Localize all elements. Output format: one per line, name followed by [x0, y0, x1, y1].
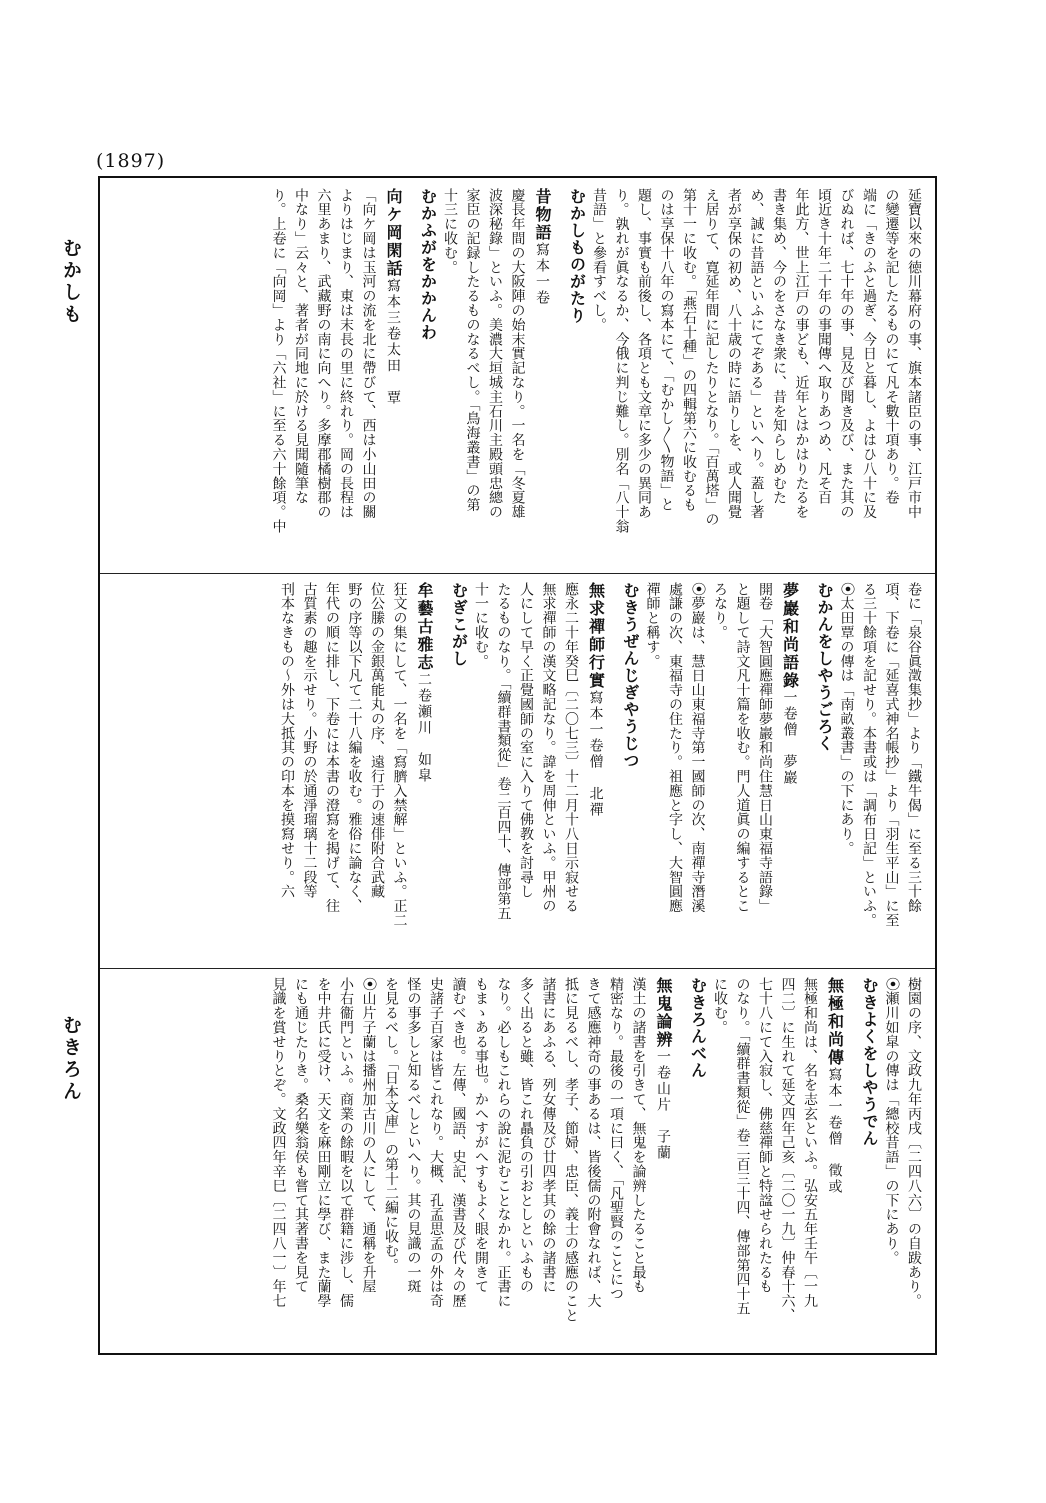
text-column: 七十八にて入寂し、佛慈禪師と特諡せられたるも — [757, 977, 773, 1294]
article-reading-heading: むかんをしやうごろく — [815, 582, 834, 752]
text-column: よりはじまり、東は末長の里に終れり。岡の長程は — [338, 188, 354, 520]
text-column: 十三に收む。 — [442, 188, 458, 275]
text-column: 多く出ると雖、皆これ贔負の引おとしといふもの — [518, 977, 534, 1294]
text-column: を見るべし。「日本文庫」の第十二編に收む。 — [383, 977, 399, 1273]
entry-title: 向ケ岡閑話 — [384, 188, 403, 278]
entry-spec: 寫本 — [826, 1067, 843, 1099]
entry-spec: 僧 徵或 — [826, 1131, 843, 1195]
text-column: 十一に收む。 — [473, 582, 489, 669]
text-column: 處謙の次、東福寺の住たり。祖應と字し、大智圓應 — [667, 582, 683, 914]
article-reading-heading: むかふがをかかんわ — [418, 188, 438, 341]
text-column: 六里あまり、武藏野の南に向へり。多摩郡橘樹郡の — [315, 188, 332, 520]
entry-header — [778, 582, 813, 960]
entry-spec: 寫本 — [534, 242, 550, 274]
text-column: 開卷「大智圓應禪師夢巖和尚住慧日山東福寺語錄」 — [757, 582, 773, 914]
text-column: 昔語」と參看すべし。 — [591, 188, 607, 332]
text-column: 「向ケ岡は玉河の流を北に帶びて、西は小山田の關 — [360, 188, 377, 520]
text-column: 禪師と稱す。 — [644, 582, 661, 669]
entry-spec: 僧 北禪 — [587, 754, 604, 818]
text-column: を中井氏に受け、天文を麻田剛立に學び、また蘭學 — [315, 977, 332, 1309]
entry-spec: 三卷 — [385, 310, 401, 342]
text-column: 位公縢の金銀萬能丸の序、遠行于の速俳附合武藏 — [369, 582, 385, 899]
text-column: 波深秘錄」といふ。美濃大垣城主石川主殿頭忠總の — [487, 188, 503, 520]
article-reading-heading: むかしものがたり — [567, 188, 587, 324]
side-heading-bottom: むきろん — [60, 1015, 82, 1103]
text-column: 精密なり。最後の一項に曰く、「凡聖賢のことにつ — [608, 977, 624, 1302]
article-reading-heading: むきうぜんじぎやうじつ — [621, 582, 640, 769]
text-column: り。上卷に「向岡」より「六社」に至る六十餘項。中 — [270, 188, 287, 534]
text-column: なり。必しもこれらの說に泥むことなかれ。正書に — [495, 977, 512, 1309]
text-column: のなり。「續群書類從」卷二百三十四、傳部第四十五 — [734, 977, 751, 1316]
text-column: 第十一に收む。「燕石十種」の四輯第六に收むるも — [681, 188, 697, 513]
text-column: 古質素の趣を示せり。小野の於通淨瑠璃十二段等 — [301, 582, 318, 899]
entry-spec: 二卷 — [416, 672, 432, 704]
text-column: にも通じたりき。桑名樂翁侯も嘗て其著書を見て — [293, 977, 309, 1294]
article-reading-heading: むきろんべん — [688, 977, 708, 1079]
text-column: 刊本なきもの〜外は大抵其の印本を摸寫せり。六 — [279, 582, 295, 899]
text-column: 抵に見るべし、孝子、節婦、忠臣、義士の感應のこと — [563, 977, 579, 1323]
text-column: り。孰れが眞なるか、今俄に判じ難し。別名「八十翁 — [613, 188, 630, 534]
text-column: 見識を賞せりとぞ。文政四年辛巳〔二四八一〕年七 — [270, 977, 287, 1309]
entry-spec: 一卷 — [826, 1099, 843, 1131]
entry-spec: 太田 覃 — [385, 342, 401, 406]
text-band-2 — [110, 582, 925, 960]
text-column: ⦿山片子蘭は播州加古川の人にして、通稱を升屋 — [360, 977, 377, 1294]
entry-spec: 一卷 — [655, 1049, 671, 1081]
text-column: 慶長年間の大阪陣の始末實記なり。一名を「冬夏雄 — [509, 188, 526, 520]
text-column: め、誠に昔語といふにてぞある」といへり。蓋し著 — [748, 188, 765, 520]
entry-header — [584, 582, 619, 960]
text-column: 頃近き十年二十年の事聞傳へ取りあつめ、凡そ百 — [816, 188, 832, 505]
entry-title: 牟藝古雅志 — [415, 582, 434, 672]
entry-header — [413, 582, 448, 960]
text-band-3 — [110, 977, 925, 1349]
text-column: びぬれば、七十年の事、見及び聞き及び、また其の — [838, 188, 855, 520]
text-column: 狂文の集にして、一名を「寫臍入禁解」といふ。正二 — [391, 582, 408, 928]
text-column: 年此方、世上江戸の事ども、近年とはかはりたるを — [793, 188, 810, 520]
band-divider — [100, 573, 935, 574]
text-column: に收む。 — [712, 977, 728, 1035]
text-column: 樹園の序、文政九年丙戌〔二四八六〕の自跋あり。 — [906, 977, 922, 1309]
text-column: もまゝある事也。かへすがへすもよく眼を開きて — [473, 977, 489, 1294]
article-reading-heading: むきよくをしやうでん — [860, 977, 879, 1147]
text-column: 無求禪師の漢文略記なり。諱を周伸といふ。甲州の — [540, 582, 557, 914]
entry-spec: 一卷 — [781, 690, 798, 722]
text-column: 端に「きのふと過ぎ、今日と暮し、よはひ八十に及 — [861, 188, 877, 520]
text-column: る三十餘項を記せり。本書或は「調布日記」といふ。 — [861, 582, 877, 928]
text-column: の變遷等を記したるものにて凡そ數十項あり。卷 — [883, 188, 900, 505]
entry-spec: 寫本 — [587, 690, 604, 722]
side-heading-top: むかしも — [60, 238, 82, 326]
entry-spec: 寫本 — [385, 278, 401, 310]
text-column: たるものなり。「續群書類從」卷二百四十、傳部第五 — [495, 582, 512, 921]
text-column: 史諸子百家は皆これなり。大概、孔孟思孟の外は奇 — [428, 977, 444, 1309]
text-column: 應永二十年癸巳〔二〇七三〕十二月十八日示寂せる — [563, 582, 579, 914]
text-column: 人にして早く正覺國師の室に入りて佛教を討尋し — [518, 582, 534, 899]
text-band-1 — [110, 188, 925, 566]
text-column: きて感應神奇の事あるは、皆後儒の附會なれば、大 — [585, 977, 602, 1309]
text-column: え居りて、寛延年間に記したりとなり。「百萬塔」の — [703, 188, 720, 527]
text-column: 野の序等以下凡て二十八編を收む。雅俗に論なく、 — [346, 582, 363, 914]
entry-spec: 一卷 — [534, 274, 550, 306]
text-column: 家臣の記録したるものなるべし。「鳥海叢書」の第 — [464, 188, 481, 513]
text-column: 延寶以來の徳川幕府の事、旗本諸臣の事、江戸市中 — [906, 188, 922, 520]
text-column: ⦿瀬川如皐の傳は「總校昔語」の下にあり。 — [883, 977, 900, 1265]
text-column: 諸書にあふる、列女傳及び廿四孝其の餘の諸書に — [540, 977, 557, 1294]
entry-spec: 僧 夢巖 — [781, 722, 798, 786]
text-column: 中なり」云々と、著者が同地に於ける見聞隨筆な — [293, 188, 309, 505]
text-column: 四二〕に生れて延文四年己亥〔二〇一九〕仲春十六、 — [779, 977, 796, 1323]
text-column: 年代の順に排し、下卷には本書の澄寫を揭げて、往 — [324, 582, 340, 914]
entry-spec: 一卷 — [587, 722, 604, 754]
article-reading-heading: むぎこがし — [449, 582, 469, 667]
entry-title: 無求禪師行實 — [586, 582, 606, 690]
entry-spec: 瀬川 如皐 — [416, 704, 432, 784]
text-column: ろなり。 — [712, 582, 728, 640]
text-column: ⦿太田覃の傳は「南畝叢書」の下にあり。 — [838, 582, 855, 856]
entry-title: 無鬼論辨 — [654, 977, 673, 1049]
text-column: 項、下卷に「延喜式神名帳抄」より「羽生平山」に至 — [883, 582, 900, 928]
entry-spec: 山片 子蘭 — [655, 1081, 671, 1161]
entry-header — [531, 188, 566, 566]
text-column: 小右衞門といふ。商業の餘暇を以て群籍に涉し、儒 — [338, 977, 354, 1309]
band-divider — [100, 968, 935, 969]
entry-title: 昔物語 — [533, 188, 552, 242]
text-column: 無極和尚は、名を志玄といふ。弘安五年壬午〔一九 — [802, 977, 818, 1309]
entry-header — [652, 977, 687, 1349]
text-column: のは享保十八年の寫本にて、「むかし〳〵物語」と — [658, 188, 675, 512]
text-column: 漢土の諸書を引きて、無鬼を論辨したること最も — [630, 977, 647, 1294]
text-column: と題して詩文凡十篇を收む。門人道眞の編するとこ — [734, 582, 751, 914]
entry-title: 夢巖和尚語錄 — [780, 582, 800, 690]
text-column: 卷に「泉谷眞澂集抄」より「鐵牛偈」に至る三十餘 — [906, 582, 922, 914]
text-column: ⦿夢巖は、慧日山東福寺第一國師の次、南禪寺潛溪 — [689, 582, 706, 914]
text-frame — [98, 176, 937, 1355]
entry-title: 無極和尚傳 — [825, 977, 845, 1067]
page-number: (1897) — [96, 150, 166, 172]
text-column: 讀むべき也。左傳、國語、史記、漢書及び代々の歷 — [450, 977, 467, 1309]
text-column: 者が享保の初め、八十歳の時に語りしを、或人聞覺 — [726, 188, 742, 520]
text-column: 題し、事實も前後し、各項とも文章に多少の異同あ — [636, 188, 652, 520]
entry-header — [823, 977, 858, 1349]
text-column: 書き集め、今のをさなき衆に、昔を知らしめむた — [771, 188, 787, 505]
text-column: 怪の事多しと知るべしといへり。其の見識の一斑 — [405, 977, 422, 1294]
entry-header — [382, 188, 417, 566]
